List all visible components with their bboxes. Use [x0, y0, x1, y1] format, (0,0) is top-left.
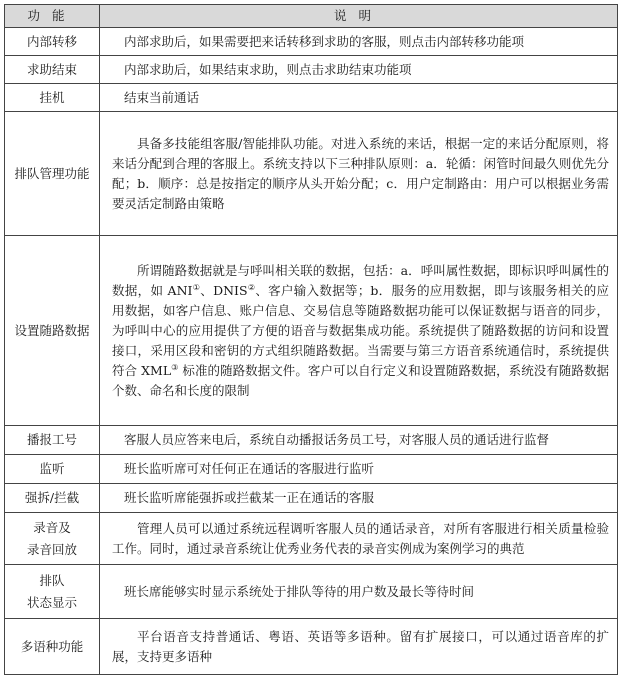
description-cell: 内部求助后，如果结束求助，则点击求助结束功能项: [100, 56, 618, 84]
feature-cell: 录音及 录音回放: [5, 513, 100, 565]
footnote-marker: ①: [192, 282, 201, 292]
feature-cell: 排队 状态显示: [5, 565, 100, 619]
feature-cell: 播报工号: [5, 426, 100, 455]
table-row: [5, 112, 618, 236]
header-feature: 功能: [5, 5, 100, 28]
feature-cell: 排队管理功能: [5, 112, 100, 236]
description-cell: 班长席能够实时显示系统处于排队等待的用户数及最长等待时间: [100, 565, 618, 619]
table-row: [5, 28, 618, 56]
feature-cell: 求助结束: [5, 56, 100, 84]
table-row: [5, 236, 618, 426]
description-cell: 平台语音支持普通话、粤语、英语等多语种。留有扩展接口，可以通过语音库的扩展，支持更多语种: [100, 619, 618, 675]
table-row: [5, 565, 618, 619]
table-row: [5, 484, 618, 513]
table-row: [5, 56, 618, 84]
feature-cell: 强拆/拦截: [5, 484, 100, 513]
feature-cell: 多语种功能: [5, 619, 100, 675]
description-cell: 班长监听席可对任何正在通话的客服进行监听: [100, 455, 618, 484]
feature-table-container: [4, 4, 617, 675]
feature-cell: 内部转移: [5, 28, 100, 56]
table-row: [5, 513, 618, 565]
footnote-marker: ③: [171, 362, 179, 372]
table-header-row: [5, 5, 618, 28]
description-cell: 具备多技能组客服/智能排队功能。对进入系统的来话，根据一定的来话分配原则，将来话分配到合理的客服上。系统支持以下三种排队原则：a．轮循：闲管时间最久则优先分配；b．顺序：总是按指定的顺序从头开始分配；c．用户定制路由：用户可以根据业务需要灵活定制路由策略: [100, 112, 618, 236]
header-description: 说明: [100, 5, 618, 28]
table-row: [5, 619, 618, 675]
description-cell: 管理人员可以通过系统远程调听客服人员的通话录音，对所有客服进行相关质量检验工作。同时，通过录音系统让优秀业务代表的录音实例成为案例学习的典范: [100, 513, 618, 565]
table-row: [5, 84, 618, 112]
feature-table: [4, 4, 618, 675]
feature-cell: 设置随路数据: [5, 236, 100, 426]
description-cell: 所谓随路数据就是与呼叫相关联的数据，包括：a．呼叫属性数据，即标识呼叫属性的数据，如 ANI①、DNIS②、客户输入数据等；b．服务的应用数据，即与该服务相关的应用数据，如客户信息、账户信息、交易信息等随路数据功能可以保证数据与语音的同步，为呼叫中心的应用提供了方便的语音与数据集成功能。系统提供了随路数据的访问和设置接口，采用区段和密钥的方式组织随路数据。当需要与第三方语音系统通信时，系统提供符合 XML③ 标准的随路数据文件。客户可以自行定义和设置随路数据，系统没有随路数据个数、命名和长度的限制: [100, 236, 618, 426]
footnote-marker: ②: [247, 282, 256, 292]
feature-cell: 监听: [5, 455, 100, 484]
feature-cell: 挂机: [5, 84, 100, 112]
description-cell: 内部求助后，如果需要把来话转移到求助的客服，则点击内部转移功能项: [100, 28, 618, 56]
table-row: [5, 455, 618, 484]
description-cell: 客服人员应答来电后，系统自动播报话务员工号，对客服人员的通话进行监督: [100, 426, 618, 455]
description-cell: 结束当前通话: [100, 84, 618, 112]
description-cell: 班长监听席能强拆或拦截某一正在通话的客服: [100, 484, 618, 513]
table-row: [5, 426, 618, 455]
